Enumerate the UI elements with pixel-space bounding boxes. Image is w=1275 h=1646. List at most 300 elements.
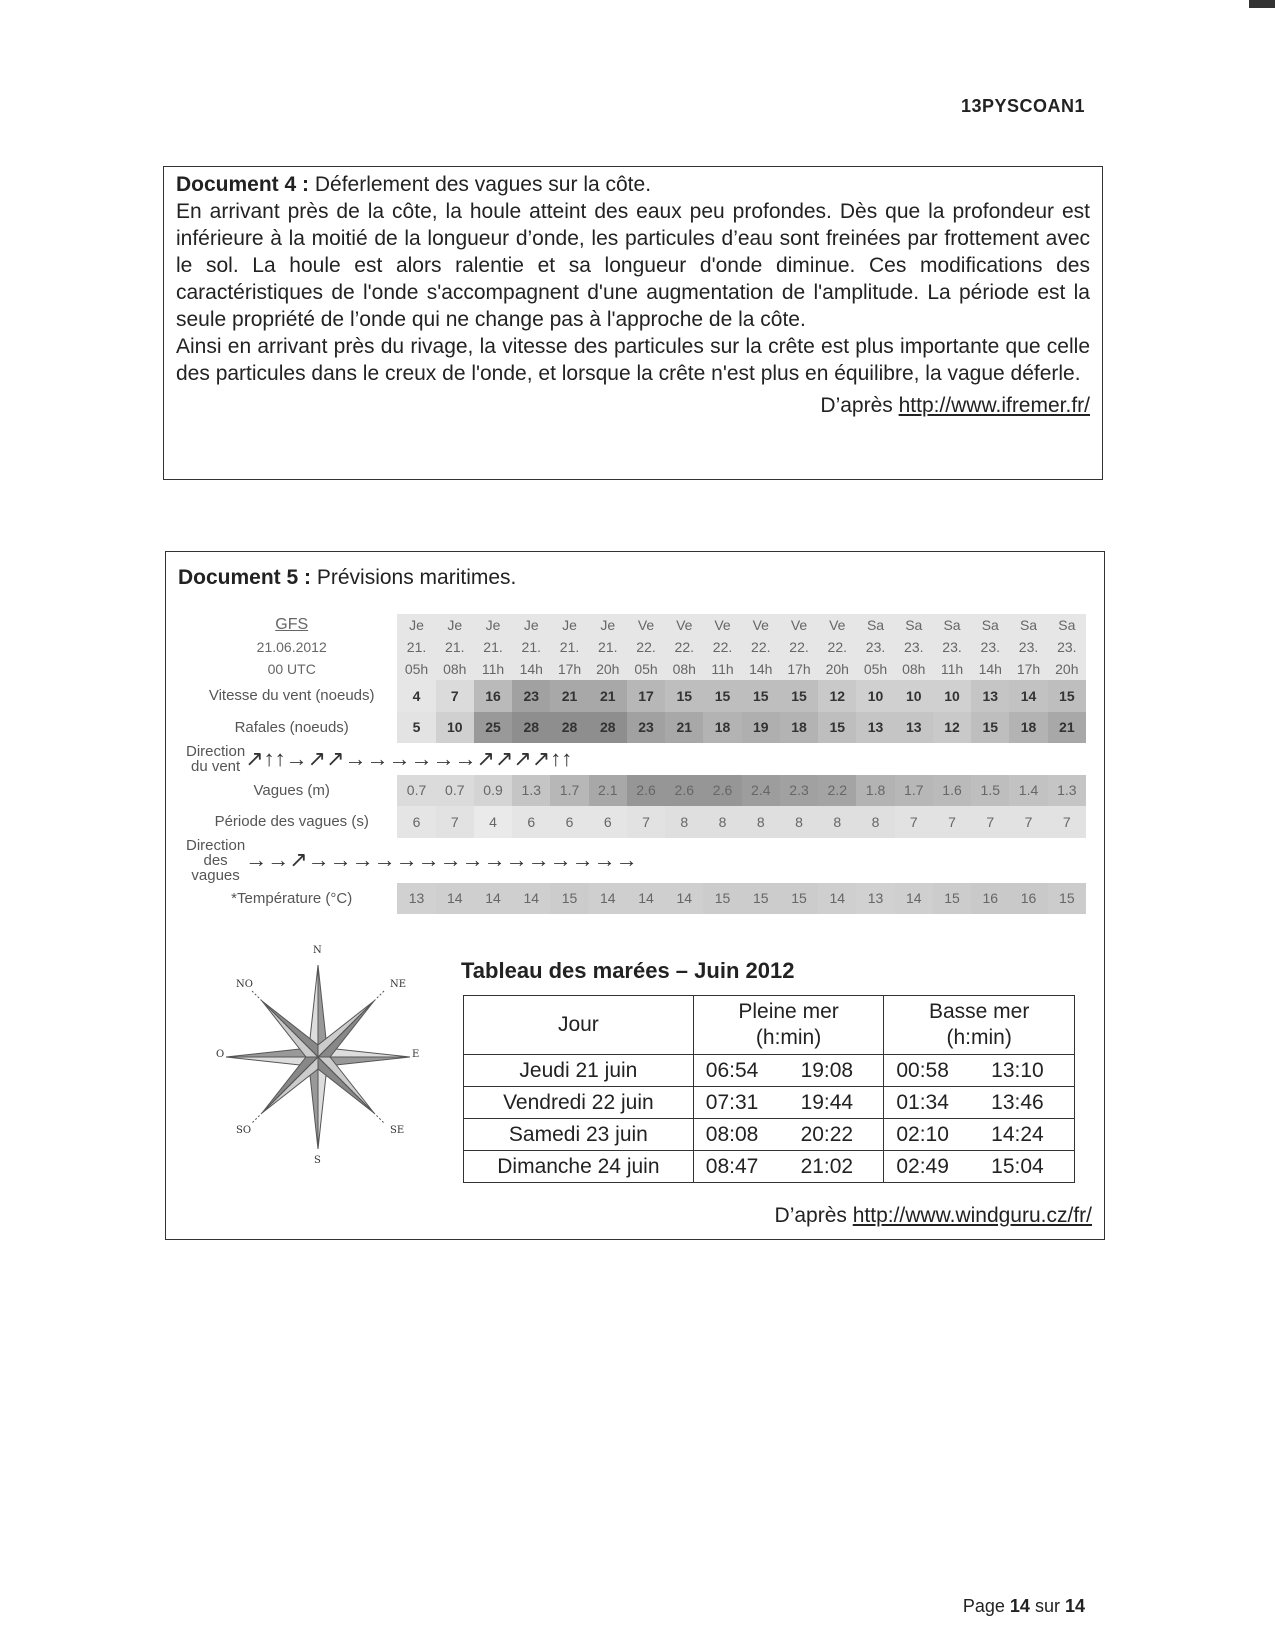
scan-edge: [1249, 0, 1275, 8]
doc4-source-prefix: D’après: [820, 394, 899, 417]
forecast-arrow-cell: [440, 838, 462, 883]
forecast-arrow-cell: [267, 838, 289, 883]
tide-cell-h1: 08:08: [693, 1119, 788, 1151]
forecast-days-cell: Je: [474, 614, 512, 636]
forecast-days-cell: Je: [397, 614, 435, 636]
forecast-value-cell: 15: [780, 680, 818, 712]
forecast-value-cell: 23: [512, 680, 550, 712]
forecast-arrow-cell: [550, 838, 572, 883]
tide-col-day: [464, 996, 694, 1055]
forecast-value-cell: 15: [933, 883, 971, 915]
forecast-value-cell: 13: [856, 883, 894, 915]
tide-col-high-label: Pleine mer: [738, 1000, 839, 1023]
forecast-value-cell: 0.7: [436, 775, 474, 807]
tide-cell-day: Samedi 23 juin: [464, 1119, 694, 1151]
tide-col-low: [884, 996, 1075, 1055]
forecast-days-cell: Sa: [933, 614, 971, 636]
forecast-header-row: [186, 636, 1086, 658]
forecast-value-cell: 10: [856, 680, 894, 712]
forecast-dates-cell: 23.: [971, 636, 1009, 658]
compass-no: NO: [236, 979, 253, 990]
direction-arrow-icon: →: [388, 745, 411, 771]
forecast-arrow-cell: [594, 838, 616, 883]
forecast-arrow-cell: [326, 743, 344, 775]
forecast-dates-cell: 22.: [665, 636, 703, 658]
tide-cell-h1: 08:47: [693, 1151, 788, 1183]
forecast-value-cell: 15: [818, 712, 856, 744]
tide-cell-day: Jeudi 21 juin: [464, 1055, 694, 1087]
forecast-value-cell: 23: [627, 712, 665, 744]
forecast-value-cell: 0.9: [474, 775, 512, 807]
forecast-value-cell: 2.3: [780, 775, 818, 807]
tide-cell-h2: 19:44: [789, 1087, 884, 1119]
direction-arrow-icon: →: [461, 847, 484, 872]
direction-arrow-icon: ↗: [307, 745, 327, 771]
forecast-days-cell: Ve: [703, 614, 741, 636]
tide-cell-l1: 00:58: [884, 1055, 979, 1087]
direction-arrow-icon: ↗: [326, 745, 345, 771]
forecast-value-cell: 21: [665, 712, 703, 744]
forecast-hours-cell: 11h: [933, 658, 971, 680]
forecast-hours-cell: 14h: [512, 658, 550, 680]
forecast-value-cell: 6: [550, 806, 588, 838]
forecast-arrow-cell: [418, 838, 440, 883]
forecast-arrow-cell: [289, 838, 307, 883]
doc5-title-text: Prévisions maritimes.: [311, 566, 517, 589]
forecast-row: [186, 712, 1086, 744]
tide-cell-l1: 02:49: [884, 1151, 979, 1183]
forecast-hours-cell: 08h: [665, 658, 703, 680]
forecast-value-cell: 7: [971, 806, 1009, 838]
forecast-arrow-cell: [330, 838, 352, 883]
forecast-arrow-cell: [264, 743, 275, 775]
forecast-row: [186, 775, 1086, 807]
tide-row: [464, 1119, 1075, 1151]
forecast-row-label: *Température (°C): [231, 889, 353, 907]
forecast-hours-cell: 17h: [1009, 658, 1047, 680]
direction-arrow-icon: →: [505, 847, 528, 872]
forecast-value-cell: 8: [665, 806, 703, 838]
forecast-row-label: Rafales (noeuds): [234, 718, 349, 736]
forecast-value-cell: 2.6: [665, 775, 703, 807]
forecast-value-cell: 2.2: [818, 775, 856, 807]
direction-arrow-icon: →: [527, 847, 550, 872]
direction-arrow-icon: ↑: [561, 745, 573, 771]
forecast-value-cell: 15: [742, 680, 780, 712]
forecast-arrow-cell: [396, 838, 418, 883]
document-5-box: [165, 551, 1105, 1240]
forecast-value-cell: 10: [933, 680, 971, 712]
forecast-value-cell: 15: [550, 883, 588, 915]
direction-arrow-icon: ↗: [289, 847, 308, 872]
forecast-row-label: Direction des vagues: [186, 836, 246, 884]
forecast-days-cell: Je: [512, 614, 550, 636]
direction-arrow-icon: ↑: [550, 745, 562, 771]
forecast-dates-cell: 22.: [818, 636, 856, 658]
direction-arrow-icon: →: [395, 847, 418, 872]
forecast-dates-cell: 23.: [1009, 636, 1047, 658]
forecast-value-cell: 15: [742, 883, 780, 915]
forecast-dates-cell: 22.: [703, 636, 741, 658]
direction-arrow-icon: →: [351, 847, 374, 872]
direction-arrow-icon: ↗: [513, 745, 532, 771]
forecast-value-cell: 17: [627, 680, 665, 712]
forecast-value-cell: 14: [589, 883, 627, 915]
direction-arrow-icon: →: [245, 847, 268, 872]
doc4-title: [176, 171, 1090, 198]
forecast-value-cell: 21: [589, 680, 627, 712]
forecast-value-cell: 15: [780, 883, 818, 915]
doc4-paragraph-1: En arrivant près de la côte, la houle atteint des eaux peu profondes. Dès que la profondeur est inférieure à la moitié de la longueur d’onde, les particules d’eau sont freinées par frottement avec le sol. La houle est alors ralentie et sa longueur d'onde diminue. Ces modifications des caractéristiques de l'onde s'accompagnent d'une augmentation de l'amplitude. La période est la seule propriété de l’onde qui ne change pas à l'approche de la côte.: [176, 200, 1090, 331]
direction-arrow-icon: →: [454, 745, 477, 771]
forecast-value-cell: 15: [1048, 680, 1086, 712]
forecast-value-cell: 14: [512, 883, 550, 915]
forecast-value-cell: 6: [589, 806, 627, 838]
forecast-value-cell: 25: [474, 712, 512, 744]
tide-cell-l2: 13:46: [979, 1087, 1074, 1119]
direction-arrow-icon: →: [344, 745, 367, 771]
forecast-value-cell: 8: [818, 806, 856, 838]
forecast-dates-cell: 21.: [436, 636, 474, 658]
forecast-value-cell: 7: [1009, 806, 1047, 838]
tide-cell-l2: 14:24: [979, 1119, 1074, 1151]
forecast-dates-cell: 22.: [627, 636, 665, 658]
forecast-arrow-cell: [433, 743, 455, 775]
tide-cell-l1: 02:10: [884, 1119, 979, 1151]
forecast-value-cell: 19: [742, 712, 780, 744]
tide-col-day-label: Jour: [557, 1013, 599, 1036]
forecast-days-cell: Ve: [627, 614, 665, 636]
forecast-value-cell: 4: [474, 806, 512, 838]
direction-arrow-icon: ↗: [494, 745, 514, 771]
forecast-arrow-cell: [528, 838, 550, 883]
page-prefix: Page: [962, 1596, 1010, 1616]
direction-arrow-icon: →: [549, 847, 572, 872]
doc4-label: Document 4 :: [176, 173, 310, 196]
direction-arrow-icon: →: [439, 847, 462, 872]
forecast-arrow-cell: [308, 838, 330, 883]
tide-cell-day: Vendredi 22 juin: [464, 1087, 694, 1119]
forecast-value-cell: 15: [703, 883, 741, 915]
forecast-arrow-cell: [245, 838, 267, 883]
forecast-dates-cell: 23.: [856, 636, 894, 658]
forecast-value-cell: 1.8: [856, 775, 894, 807]
forecast-value-cell: 14: [1009, 680, 1047, 712]
forecast-dates-cell: 21.: [512, 636, 550, 658]
doc5-label: Document 5 :: [178, 566, 312, 589]
forecast-days-cell: Je: [550, 614, 588, 636]
forecast-header-row: [186, 658, 1086, 680]
exam-code: 13PYSCOAN1: [960, 96, 1085, 116]
forecast-value-cell: 2.1: [589, 775, 627, 807]
forecast-dates-cell: 23.: [1048, 636, 1086, 658]
forecast-dates-cell: 21.: [550, 636, 588, 658]
forecast-days-cell: Ve: [818, 614, 856, 636]
direction-arrow-icon: →: [307, 847, 330, 872]
forecast-row-label: Vitesse du vent (noeuds): [208, 687, 375, 705]
forecast-arrow-cell: [572, 838, 594, 883]
forecast-days-cell: Sa: [1009, 614, 1047, 636]
forecast-hours-cell: 20h: [818, 658, 856, 680]
forecast-value-cell: 14: [436, 883, 474, 915]
forecast-hours-cell: 17h: [780, 658, 818, 680]
forecast-date-label: 21.06.2012: [256, 639, 327, 655]
forecast-value-cell: 1.3: [1048, 775, 1086, 807]
forecast-value-cell: 1.4: [1009, 775, 1047, 807]
direction-arrow-icon: →: [571, 847, 594, 872]
page-number: [963, 1596, 1085, 1617]
direction-arrow-icon: →: [483, 847, 506, 872]
forecast-value-cell: 1.6: [933, 775, 971, 807]
forecast-dates-cell: 23.: [933, 636, 971, 658]
forecast-arrow-cell: [513, 743, 531, 775]
forecast-row-label: Direction du vent: [186, 742, 246, 775]
forecast-value-cell: 2.6: [627, 775, 665, 807]
forecast-value-cell: 10: [436, 712, 474, 744]
direction-arrow-icon: ↑: [274, 745, 286, 771]
tide-row: [464, 1055, 1075, 1087]
forecast-model-label: GFS: [275, 616, 309, 633]
direction-arrow-icon: →: [410, 745, 433, 771]
forecast-table: [186, 614, 1086, 914]
forecast-value-cell: 10: [895, 680, 933, 712]
compass-e: E: [412, 1049, 420, 1060]
forecast-arrow-cell: [352, 838, 374, 883]
direction-arrow-icon: →: [432, 745, 455, 771]
compass-se: SE: [390, 1125, 405, 1136]
compass-o: O: [216, 1049, 225, 1060]
forecast-value-cell: 8: [742, 806, 780, 838]
tide-row: [464, 1087, 1075, 1119]
forecast-days-cell: Je: [589, 614, 627, 636]
forecast-hours-cell: 20h: [1048, 658, 1086, 680]
forecast-arrow-cell: [495, 743, 513, 775]
compass-n: N: [313, 945, 322, 956]
forecast-hours-cell: 05h: [397, 658, 435, 680]
page-middle: sur: [1029, 1596, 1065, 1616]
forecast-value-cell: 14: [627, 883, 665, 915]
forecast-hours-cell: 05h: [856, 658, 894, 680]
forecast-value-cell: 7: [1048, 806, 1086, 838]
tide-cell-l2: 13:10: [979, 1055, 1074, 1087]
forecast-value-cell: 1.7: [550, 775, 588, 807]
forecast-value-cell: 28: [589, 712, 627, 744]
forecast-arrow-cell: [275, 743, 286, 775]
doc4-paragraph-2: Ainsi en arrivant près du rivage, la vitesse des particules sur la crête est plus importante que celle des particules dans le creux de l'onde, et lorsque la crête n'est plus en équilibre, la vague déferle.: [176, 335, 1090, 385]
compass-s: S: [314, 1155, 321, 1166]
page-current: 14: [1009, 1596, 1030, 1616]
tide-col-low-label: Basse mer: [928, 1000, 1030, 1023]
forecast-value-cell: 15: [971, 712, 1009, 744]
forecast-arrow-cell: [462, 838, 484, 883]
forecast-value-cell: 13: [856, 712, 894, 744]
forecast-arrow-cell: [374, 838, 396, 883]
tide-cell-day: Dimanche 24 juin: [464, 1151, 694, 1183]
forecast-value-cell: 1.5: [971, 775, 1009, 807]
page-total: 14: [1064, 1596, 1085, 1616]
direction-arrow-icon: →: [615, 847, 638, 872]
tide-cell-l2: 15:04: [979, 1151, 1074, 1183]
forecast-value-cell: 2.4: [742, 775, 780, 807]
direction-arrow-icon: ↑: [263, 745, 275, 771]
forecast-row-label: Période des vagues (s): [214, 813, 369, 831]
forecast-value-cell: 16: [971, 883, 1009, 915]
forecast-value-cell: 12: [933, 712, 971, 744]
forecast-value-cell: 16: [1009, 883, 1047, 915]
direction-arrow-icon: →: [267, 847, 290, 872]
forecast-row: [186, 838, 638, 883]
forecast-row: [186, 743, 572, 775]
forecast-value-cell: 7: [436, 806, 474, 838]
forecast-days-cell: Sa: [895, 614, 933, 636]
direction-arrow-icon: →: [329, 847, 352, 872]
forecast-arrow-cell: [561, 743, 572, 775]
direction-arrow-icon: ↗: [531, 745, 551, 771]
forecast-run-label: 00 UTC: [267, 661, 316, 677]
forecast-dates-cell: 23.: [895, 636, 933, 658]
forecast-days-cell: Je: [436, 614, 474, 636]
forecast-hours-cell: 08h: [895, 658, 933, 680]
forecast-arrow-cell: [367, 743, 389, 775]
tide-col-low-unit: (h:min): [946, 1026, 1012, 1049]
forecast-value-cell: 16: [474, 680, 512, 712]
direction-arrow-icon: →: [593, 847, 616, 872]
direction-arrow-icon: ↗: [476, 745, 495, 771]
forecast-value-cell: 13: [971, 680, 1009, 712]
forecast-value-cell: 18: [780, 712, 818, 744]
forecast-row: [186, 883, 1086, 915]
forecast-value-cell: 8: [703, 806, 741, 838]
forecast-value-cell: 14: [474, 883, 512, 915]
direction-arrow-icon: →: [417, 847, 440, 872]
forecast-value-cell: 6: [397, 806, 435, 838]
compass-rose: [218, 947, 418, 1167]
forecast-arrow-cell: [345, 743, 367, 775]
forecast-header-row: [186, 614, 1086, 636]
forecast-value-cell: 21: [550, 680, 588, 712]
forecast-hours-cell: 11h: [474, 658, 512, 680]
forecast-hours-cell: 08h: [436, 658, 474, 680]
tide-header-row: [464, 996, 1075, 1055]
forecast-days-cell: Sa: [971, 614, 1009, 636]
forecast-value-cell: 12: [818, 680, 856, 712]
direction-arrow-icon: ↗: [245, 745, 264, 771]
forecast-arrow-cell: [308, 743, 326, 775]
forecast-value-cell: 5: [397, 712, 435, 744]
tide-table-title: Tableau des marées – Juin 2012: [461, 958, 795, 983]
forecast-value-cell: 13: [895, 712, 933, 744]
forecast-dates-cell: 21.: [397, 636, 435, 658]
forecast-value-cell: 28: [550, 712, 588, 744]
tide-cell-h2: 19:08: [789, 1055, 884, 1087]
forecast-dates-cell: 21.: [474, 636, 512, 658]
forecast-hours-cell: 11h: [703, 658, 741, 680]
forecast-row-label: Vagues (m): [253, 781, 330, 799]
forecast-arrow-cell: [484, 838, 506, 883]
forecast-value-cell: 0.7: [397, 775, 435, 807]
forecast-hours-cell: 14h: [971, 658, 1009, 680]
forecast-arrow-cell: [506, 838, 528, 883]
forecast-hours-cell: 17h: [550, 658, 588, 680]
forecast-arrow-cell: [550, 743, 561, 775]
forecast-value-cell: 4: [397, 680, 435, 712]
forecast-value-cell: 15: [703, 680, 741, 712]
forecast-arrow-cell: [616, 838, 638, 883]
tide-cell-h2: 20:22: [789, 1119, 884, 1151]
compass-ne: NE: [390, 979, 407, 990]
doc4-title-text: Déferlement des vagues sur la côte.: [309, 173, 652, 196]
forecast-value-cell: 1.7: [895, 775, 933, 807]
forecast-arrow-cell: [245, 743, 263, 775]
forecast-value-cell: 8: [856, 806, 894, 838]
forecast-value-cell: 14: [818, 883, 856, 915]
forecast-value-cell: 1.3: [512, 775, 550, 807]
forecast-value-cell: 18: [1009, 712, 1047, 744]
doc4-source: [176, 392, 1090, 419]
compass-so: SO: [236, 1125, 252, 1136]
forecast-row: [186, 806, 1086, 838]
tide-row: [464, 1151, 1075, 1183]
forecast-arrow-cell: [411, 743, 433, 775]
forecast-value-cell: 18: [703, 712, 741, 744]
tide-cell-h1: 06:54: [693, 1055, 788, 1087]
tide-col-high: [693, 996, 884, 1055]
tide-cell-l1: 01:34: [884, 1087, 979, 1119]
forecast-value-cell: 14: [665, 883, 703, 915]
tide-cell-h1: 07:31: [693, 1087, 788, 1119]
forecast-value-cell: 2.6: [703, 775, 741, 807]
forecast-value-cell: 13: [397, 883, 435, 915]
direction-arrow-icon: →: [366, 745, 389, 771]
tide-col-high-unit: (h:min): [755, 1026, 822, 1049]
direction-arrow-icon: →: [285, 745, 308, 771]
forecast-value-cell: 21: [1048, 712, 1086, 744]
forecast-arrow-cell: [389, 743, 411, 775]
forecast-value-cell: 7: [933, 806, 971, 838]
forecast-days-cell: Ve: [742, 614, 780, 636]
forecast-value-cell: 7: [895, 806, 933, 838]
forecast-arrow-cell: [477, 743, 495, 775]
forecast-row: [186, 680, 1086, 712]
forecast-days-cell: Sa: [1048, 614, 1086, 636]
forecast-hours-cell: 14h: [742, 658, 780, 680]
doc5-source-link[interactable]: http://www.windguru.cz/fr/: [852, 1204, 1092, 1227]
forecast-arrow-cell: [286, 743, 308, 775]
forecast-hours-cell: 05h: [627, 658, 665, 680]
forecast-value-cell: 7: [627, 806, 665, 838]
doc5-source: [775, 1204, 1092, 1228]
forecast-days-cell: Ve: [665, 614, 703, 636]
forecast-value-cell: 15: [1048, 883, 1086, 915]
tide-cell-h2: 21:02: [789, 1151, 884, 1183]
forecast-days-cell: Sa: [856, 614, 894, 636]
doc5-source-prefix: D’après: [774, 1204, 853, 1227]
tide-table: [463, 995, 1075, 1183]
forecast-value-cell: 7: [436, 680, 474, 712]
forecast-value-cell: 28: [512, 712, 550, 744]
forecast-value-cell: 14: [895, 883, 933, 915]
forecast-value-cell: 8: [780, 806, 818, 838]
forecast-arrow-cell: [532, 743, 550, 775]
forecast-arrow-cell: [455, 743, 477, 775]
document-4-box: [163, 166, 1103, 480]
doc4-source-link[interactable]: http://www.ifremer.fr/: [898, 394, 1090, 417]
forecast-dates-cell: 22.: [742, 636, 780, 658]
forecast-dates-cell: 21.: [589, 636, 627, 658]
forecast-days-cell: Ve: [780, 614, 818, 636]
forecast-dates-cell: 22.: [780, 636, 818, 658]
doc5-title: [178, 566, 516, 590]
